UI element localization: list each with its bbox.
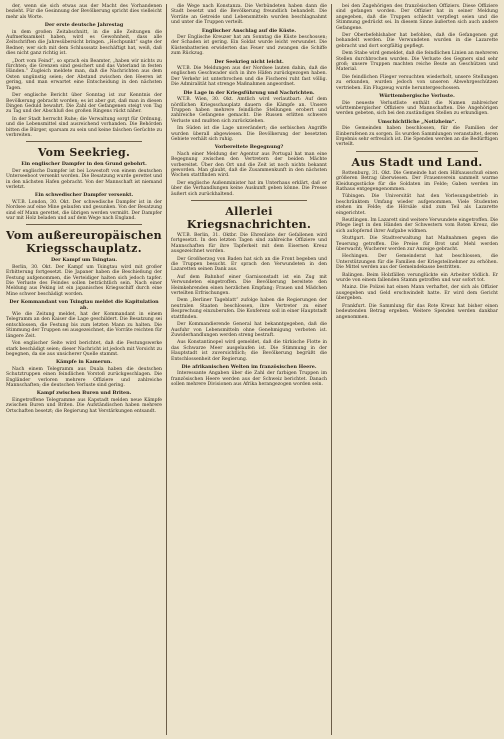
section-rule (356, 151, 478, 152)
article-paragraph: W.T.B. Die Meldungen aus der Nordsee lauten dahin, daß die englischen Geschwader sich in ihre Häfen zurückgezogen haben. Der Verkehr ist unterbrochen und die Fischerei ruht fast völlig. Die Admiralität hat strenge Maßnahmen angeordnet. (171, 66, 327, 88)
article-paragraph: Reutlingen. Im Lazarett sind weitere Verwundete eingetroffen. Die Pflege liegt in den Händen der Schwestern vom Roten Kreuz, die sich aufopfernd ihrer Aufgabe widmen. (336, 218, 498, 234)
article-paragraph: Der Englische Kreuzer hat am Sonntag die Küste beschossen; der Schaden ist gering. Ein Soldat wurde leicht verwundet. Die Küstenbatterien erwiderten das Feuer und zwangen die Schiffe zum Rückzug. (171, 35, 327, 57)
article-paragraph: „Dort vom Feind“, so sprach ein Beamter, „haben wir nichts zu fürchten; die Grenzen sind gesichert und das Vaterland in festen Händen.“ Zugleich meldete man, daß die Nachrichten aus dem Osten ungünstig seien; der Abstand zwischen den Heeren ist gering, und man erwartet eine Entscheidung in den nächsten Tagen. (6, 58, 162, 91)
section-heading: Vom Seekrieg. (37, 146, 131, 160)
article-heading: Vorbereitete Begegnung? (214, 144, 284, 151)
article-heading: Der Kommandant von Tsingtau meldet die Kapitulation ab. (9, 299, 159, 311)
article-paragraph: Tübingen. Die Universität hat den Vorlesungsbetrieb in beschränktem Umfang wieder aufgenommen. Viele Studenten stehen im Felde; die Hörsäle sind zum Teil als Lazarette eingerichtet. (336, 194, 498, 216)
article-paragraph: Der englische Bericht über Sonntag ist zur Kenntnis der Bevölkerung gebracht worden; es ist aber gut, daß man in diesen Dingen Geduld bewahrt. Die Zahl der Gefangenen steigt von Tag zu Tag und der Abschluß des großen Ringens rückt näher. (6, 93, 162, 115)
article-heading: Englischer Anschlag auf die Küste. (201, 27, 297, 34)
article-paragraph: Rottenburg, 31. Okt. Die Gemeinde hat dem Hilfsausschuß einen größeren Betrag überwiesen. Der Frauenverein sammelt warme Kleidungsstücke für die Soldaten im Felde; Gaben werden im Rathaus entgegengenommen. (336, 170, 498, 192)
article-paragraph: Die Gemeinden haben beschlossen, für die Familien der Einberufenen zu sorgen. Es wurden Sammlungen veranstaltet, deren Ergebnis sehr erfreulich ist. Die Spenden werden an die Bedürftigen verteilt. (336, 126, 498, 148)
article-paragraph: Berlin, 30. Okt. Der Kampf um Tsingtau wird mit großer Erbitterung fortgesetzt. Die Japaner haben die Beschießung der Festung aufgenommen, die Verteidiger halten sich jedoch tapfer. Die Verluste des Feindes sollen beträchtlich sein. Nach einer Meldung aus Peking ist ein japanisches Kriegsschiff durch eine Mine schwer beschädigt worden. (6, 264, 162, 297)
article-paragraph: Von englischer Seite wird berichtet, daß die Festungswerke stark beschädigt seien; dieser Nachricht ist jedoch mit Vorsicht zu begegnen, da sie aus unsicherer Quelle stammt. (6, 341, 162, 357)
column-divider-1 (166, 4, 167, 735)
section-heading: Aus Stadt und Land. (351, 155, 483, 169)
article-paragraph: Im Süden ist die Lage unverändert; die serbischen Angriffe wurden überall abgewiesen. Die Bevölkerung der besetzten Gebiete verhält sich ruhig. (171, 126, 327, 142)
article-paragraph: bei den Zugehörigen des französischen Offiziers. Diese Offiziere sind gefangen worden. Der Offizier hat in seiner Meldung angegeben, daß die Truppen schlecht verpflegt seien und die Stimmung gedrückt sei. In diesem Sinne äußerten sich auch andere Gefangene. (336, 4, 498, 31)
article-paragraph: Balingen. Beim Holzfällen verunglückte ein Arbeiter tödlich. Er wurde von einem fallenden Stamm getroffen und war sofort tot. (336, 272, 498, 284)
article-heading: Umschichtliche „Notizheim“. (377, 118, 457, 125)
article-paragraph: Wie die Zeitung meldet, hat der Kommandant in einem Telegramm an den Kaiser die Lage geschildert. Die Besatzung sei entschlossen, die Festung bis zum letzten Mann zu halten. Die Stimmung der Truppen sei ausgezeichnet, die Vorräte reichten für längere Zeit. (6, 312, 162, 339)
article-heading: Der Seekrieg nicht leicht. (214, 58, 284, 65)
column-divider-2 (331, 4, 332, 735)
article-paragraph: Nach einer Meldung der Agentur aus Portugal hat man eine Begegnung zwischen den Vertretern der beiden Mächte vorbereitet. Über den Ort und die Zeit ist noch nichts bekannt geworden. Man glaubt, daß die Zusammenkunft in den nächsten Wochen stattfinden wird. (171, 151, 327, 179)
article-heading: Ein englischer Dampfer in den Grund gebohrt. (21, 161, 147, 168)
article-paragraph: Der Kommandierende General hat bekanntgegeben, daß die Ausfuhr von Lebensmitteln ohne Genehmigung verboten ist. Zuwiderhandlungen werden streng bestraft. (171, 322, 327, 338)
article-heading: Kampf zwischen Buren und Briten. (36, 390, 132, 397)
article-paragraph: Der englische Dampfer ist bei Lowestoft von einem deutschen Unterseeboot versenkt worden. Die Besatzung wurde gerettet und in den nächsten Hafen gebracht. Von der Mannschaft ist niemand verletzt. (6, 168, 162, 190)
section-rule (191, 200, 307, 201)
section-heading: Allerlei Kriegsnachrichten. (186, 205, 312, 231)
article-paragraph: Nach einem Telegramm aus Duala haben die deutschen Schutztruppen einen feindlichen Vorstoß zurückgeschlagen. Die Engländer verloren mehrere Offiziere und zahlreiche Mannschaften; die deutschen Verluste sind gering. (6, 366, 162, 388)
article-paragraph: Interessante Angaben über die Zahl der farbigen Truppen im französischen Heere werden aus der Schweiz berichtet. Danach sollen mehrere Divisionen aus Afrika herangezogen worden sein. (171, 371, 327, 388)
article-heading: Der Kampf um Tsingtau. (50, 257, 118, 264)
article-paragraph: Mainz. Die Polizei hat einen Mann verhaftet, der sich als Offizier ausgegeben und Geld erschwindelt hatte. Er wird dem Gericht übergeben. (336, 285, 498, 302)
article-paragraph: Der Großherzog von Baden hat sich an die Front begeben und die Truppen besucht. Er sprach den Verwundeten in den Lazaretten seinen Dank aus. (171, 256, 327, 273)
article-heading: Der erste deutsche Jahrestag (44, 22, 124, 29)
article-heading: Ein schwedischer Dampfer versenkt. (34, 192, 134, 199)
article-paragraph: In der Stadt herrscht Ruhe; die Verwaltung sorgt für Ordnung, und die Lebensmittel sind ausreichend vorhanden. Die Behörden bitten die Bürger, sparsam zu sein und keine falschen Gerüchte zu verbreiten. (6, 116, 162, 138)
article-paragraph: Der englische Außenminister hat im Unterhaus erklärt, daß er über die Verhandlungen keine Auskunft geben könne. Die Presse äußert sich zurückhaltend. (171, 180, 327, 197)
article-paragraph: Der Oberbefehlshaber hat befohlen, daß die Gefangenen gut behandelt werden. Die Verwundeten wurden in die Lazarette gebracht und dort sorgfältig gepflegt. (336, 33, 498, 49)
article-paragraph: Hechingen. Der Gemeinderat hat beschlossen, die Unterstützungen für die Familien der Kriegsteilnehmer zu erhöhen. Die Mittel werden aus der Gemeindekasse bestritten. (336, 254, 498, 271)
article-paragraph: W.T.B. Wien, 30. Okt. Amtlich wird verlautbart: Auf dem nördlichen Kriegsschauplatz dauern die Kämpfe an. Unsere Truppen haben mehrere feindliche Stellungen erobert und zahlreiche Gefangene gemacht. Die Russen erlitten schwere Verluste und mußten sich zurückziehen. (171, 97, 327, 124)
section-rule (26, 141, 142, 142)
article-paragraph: die Wege nach Konstanza. Die Verbündeten haben dann die Stadt besetzt und die Bevölkerung freundlich behandelt. Die Vorräte an Getreide und Lebensmitteln wurden beschlagnahmt und unter die Truppen verteilt. (171, 4, 327, 26)
section-rule (26, 224, 142, 225)
article-paragraph: Dem „Berliner Tageblatt“ zufolge haben die Regierungen der neutralen Staaten beschlossen, ihre Vertreter zu einer Besprechung einzuberufen. Die Konferenz soll in einer Hauptstadt stattfinden. (171, 298, 327, 320)
article-paragraph: W.T.B. Berlin, 31. Oktbr. Die Ehrenliste der Gefallenen wird fortgesetzt. In den letzten Tagen sind zahlreiche Offiziere und Mannschaften für ihre Tapferkeit mit dem Eisernen Kreuz ausgezeichnet worden. (171, 233, 327, 255)
article-heading: Die Lage in der Kriegsführung und Nachrichten. (183, 89, 315, 96)
article-heading: Kämpfe in Kamerun. (55, 359, 113, 366)
article-paragraph: Aus Konstantinopel wird gemeldet, daß die türkische Flotte in das Schwarze Meer ausgelaufen ist. Die Stimmung in der Hauptstadt ist zuversichtlich; die Bevölkerung begrüßt die Entschlossenheit der Regierung. (171, 340, 327, 362)
article-paragraph: Frankfurt. Die Sammlung für das Rote Kreuz hat bisher einen bedeutenden Betrag ergeben. Weitere Spenden werden dankbar angenommen. (336, 303, 498, 320)
article-paragraph: Die neueste Verlustliste enthält die Namen zahlreicher württembergischer Offiziere und Mannschaften. Die Angehörigen werden gebeten, sich bei den zuständigen Stellen zu erkundigen. (336, 100, 498, 117)
column-3 (336, 4, 498, 322)
article-paragraph: Dem Stabe wird gemeldet, daß die feindlichen Linien an mehreren Stellen durchbrochen wurden. Die Verluste des Gegners sind sehr groß; unsere Truppen machten reiche Beute an Geschützen und Material. (336, 51, 498, 73)
article-paragraph: W.T.B. London, 30. Okt. Der schwedische Dampfer ist in der Nordsee auf eine Mine gelaufen und gesunken. Von der Besatzung sind elf Mann gerettet, die übrigen werden vermißt. Der Dampfer war mit Holz beladen und auf dem Wege nach England. (6, 199, 162, 221)
article-paragraph: Stuttgart. Die Stadtverwaltung hat Maßnahmen gegen die Teuerung getroffen. Die Preise für Brot und Mehl werden überwacht; Wucherer werden zur Anzeige gebracht. (336, 236, 498, 253)
article-paragraph: Auf dem Bahnhof einer Garnisonstadt ist ein Zug mit Verwundeten eingetroffen. Die Bevölkerung bereitete den Heimkehrenden einen herzlichen Empfang; Frauen und Mädchen verteilten Erfrischungen. (171, 274, 327, 297)
article-paragraph: Die feindlichen Flieger versuchten wiederholt, unsere Stellungen zu erkunden, wurden jedoch von unseren Abwehrgeschützen vertrieben. Ein Flugzeug wurde heruntergeschossen. (336, 74, 498, 91)
article-heading: Württembergische Verluste. (379, 93, 455, 100)
column-2 (171, 4, 327, 390)
article-paragraph: der, wenn sie sich etwas aus der Macht des Vorhandenen bezieht. Für die Gesinnung der Bevölkerung spricht dies vielleicht mehr als Worte. (6, 4, 162, 20)
article-paragraph: Eingetroffene Telegramme aus Kapstadt melden neue Kämpfe zwischen Buren und Briten. Die Aufständischen haben mehrere Ortschaften besetzt; die Regierung hat Verstärkungen entsandt. (6, 397, 162, 414)
column-1 (6, 4, 162, 416)
article-heading: Die afrikanischen Welten im französischen Heere. (181, 363, 317, 370)
article-paragraph: in dem großen Zeitabschnitt, in die alle Zeitungen die Aufmerksamkeit haben, wird es Gewohnheit, dass alle Zeitschriften die Jahresübersicht bringen. „Hochpunkt“ sagte der Redner; wer sich mit dem Schlusssatz beschäftigt hat, weiß, daß dies nicht ganz richtig ist. (6, 29, 162, 57)
section-heading: Vom außereuropäischen Kriegsschauplatz. (6, 229, 162, 256)
